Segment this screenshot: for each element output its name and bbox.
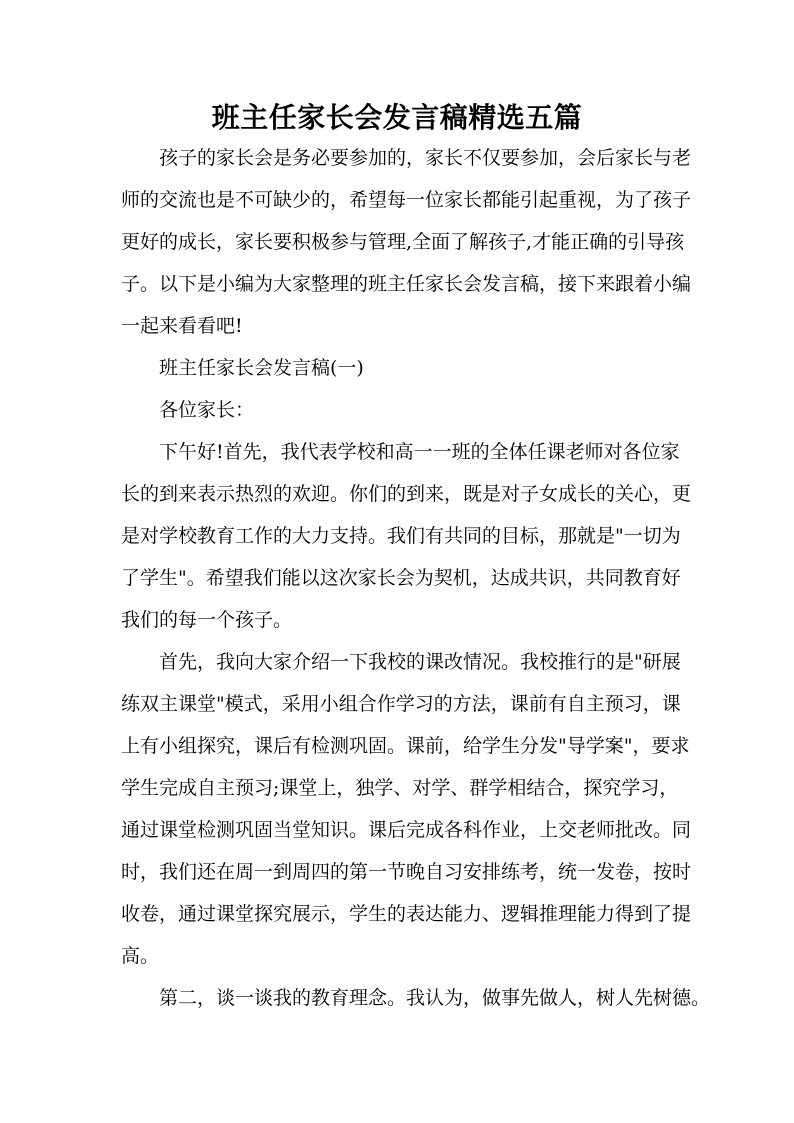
paragraph-line: 我们的每一个孩子。: [121, 609, 293, 631]
paragraph-line: 了学生"。希望我们能以这次家长会为契机，达成共识，共同教育好: [121, 567, 681, 589]
paragraph-line: 长的到来表示热烈的欢迎。你们的到来，既是对子女成长的关心，更: [121, 483, 692, 505]
paragraph-line: 学生完成自主预习;课堂上，独学、对学、群学相结合，探究学习，: [121, 777, 679, 799]
paragraph-line: 第二，谈一谈我的教育理念。我认为，做事先做人，树人先树德。: [159, 987, 711, 1009]
paragraph-line: 师的交流也是不可缺少的，希望每一位家长都能引起重视，为了孩子: [121, 189, 692, 211]
paragraph-line: 高。: [121, 945, 160, 967]
paragraph-line: 通过课堂检测巩固当堂知识。课后完成各科作业，上交老师批改。同: [121, 819, 692, 841]
paragraph-line: 孩子的家长会是务必要参加的，家长不仅要参加，会后家长与老: [159, 147, 692, 169]
paragraph-line: 上有小组探究，课后有检测巩固。课前，给学生分发"导学案"，要求: [121, 735, 690, 757]
paragraph-line: 更好的成长，家长要积极参与管理,全面了解孩子,才能正确的引导孩: [121, 231, 685, 253]
paragraph-line: 练双主课堂"模式，采用小组合作学习的方法，课前有自主预习，课: [121, 693, 681, 715]
paragraph-line: 时，我们还在周一到周四的第一节晚自习安排练考，统一发卷，按时: [121, 861, 692, 883]
paragraph-line: 收卷，通过课堂探究展示，学生的表达能力、逻辑推理能力得到了提: [121, 903, 692, 925]
salutation: 各位家长：: [159, 399, 255, 421]
document-title: 班主任家长会发言稿精选五篇: [211, 101, 583, 134]
paragraph-line: 是对学校教育工作的大力支持。我们有共同的目标，那就是"一切为: [121, 525, 681, 547]
paragraph-line: 子。以下是小编为大家整理的班主任家长会发言稿，接下来跟着小编: [121, 273, 692, 295]
paragraph-line: 一起来看看吧!: [121, 315, 243, 337]
section-heading: 班主任家长会发言稿(一): [159, 357, 364, 379]
paragraph-line: 下午好!首先，我代表学校和高一一班的全体任课老师对各位家: [159, 441, 680, 463]
paragraph-line: 首先，我向大家介绍一下我校的课改情况。我校推行的是"研展: [159, 651, 681, 673]
